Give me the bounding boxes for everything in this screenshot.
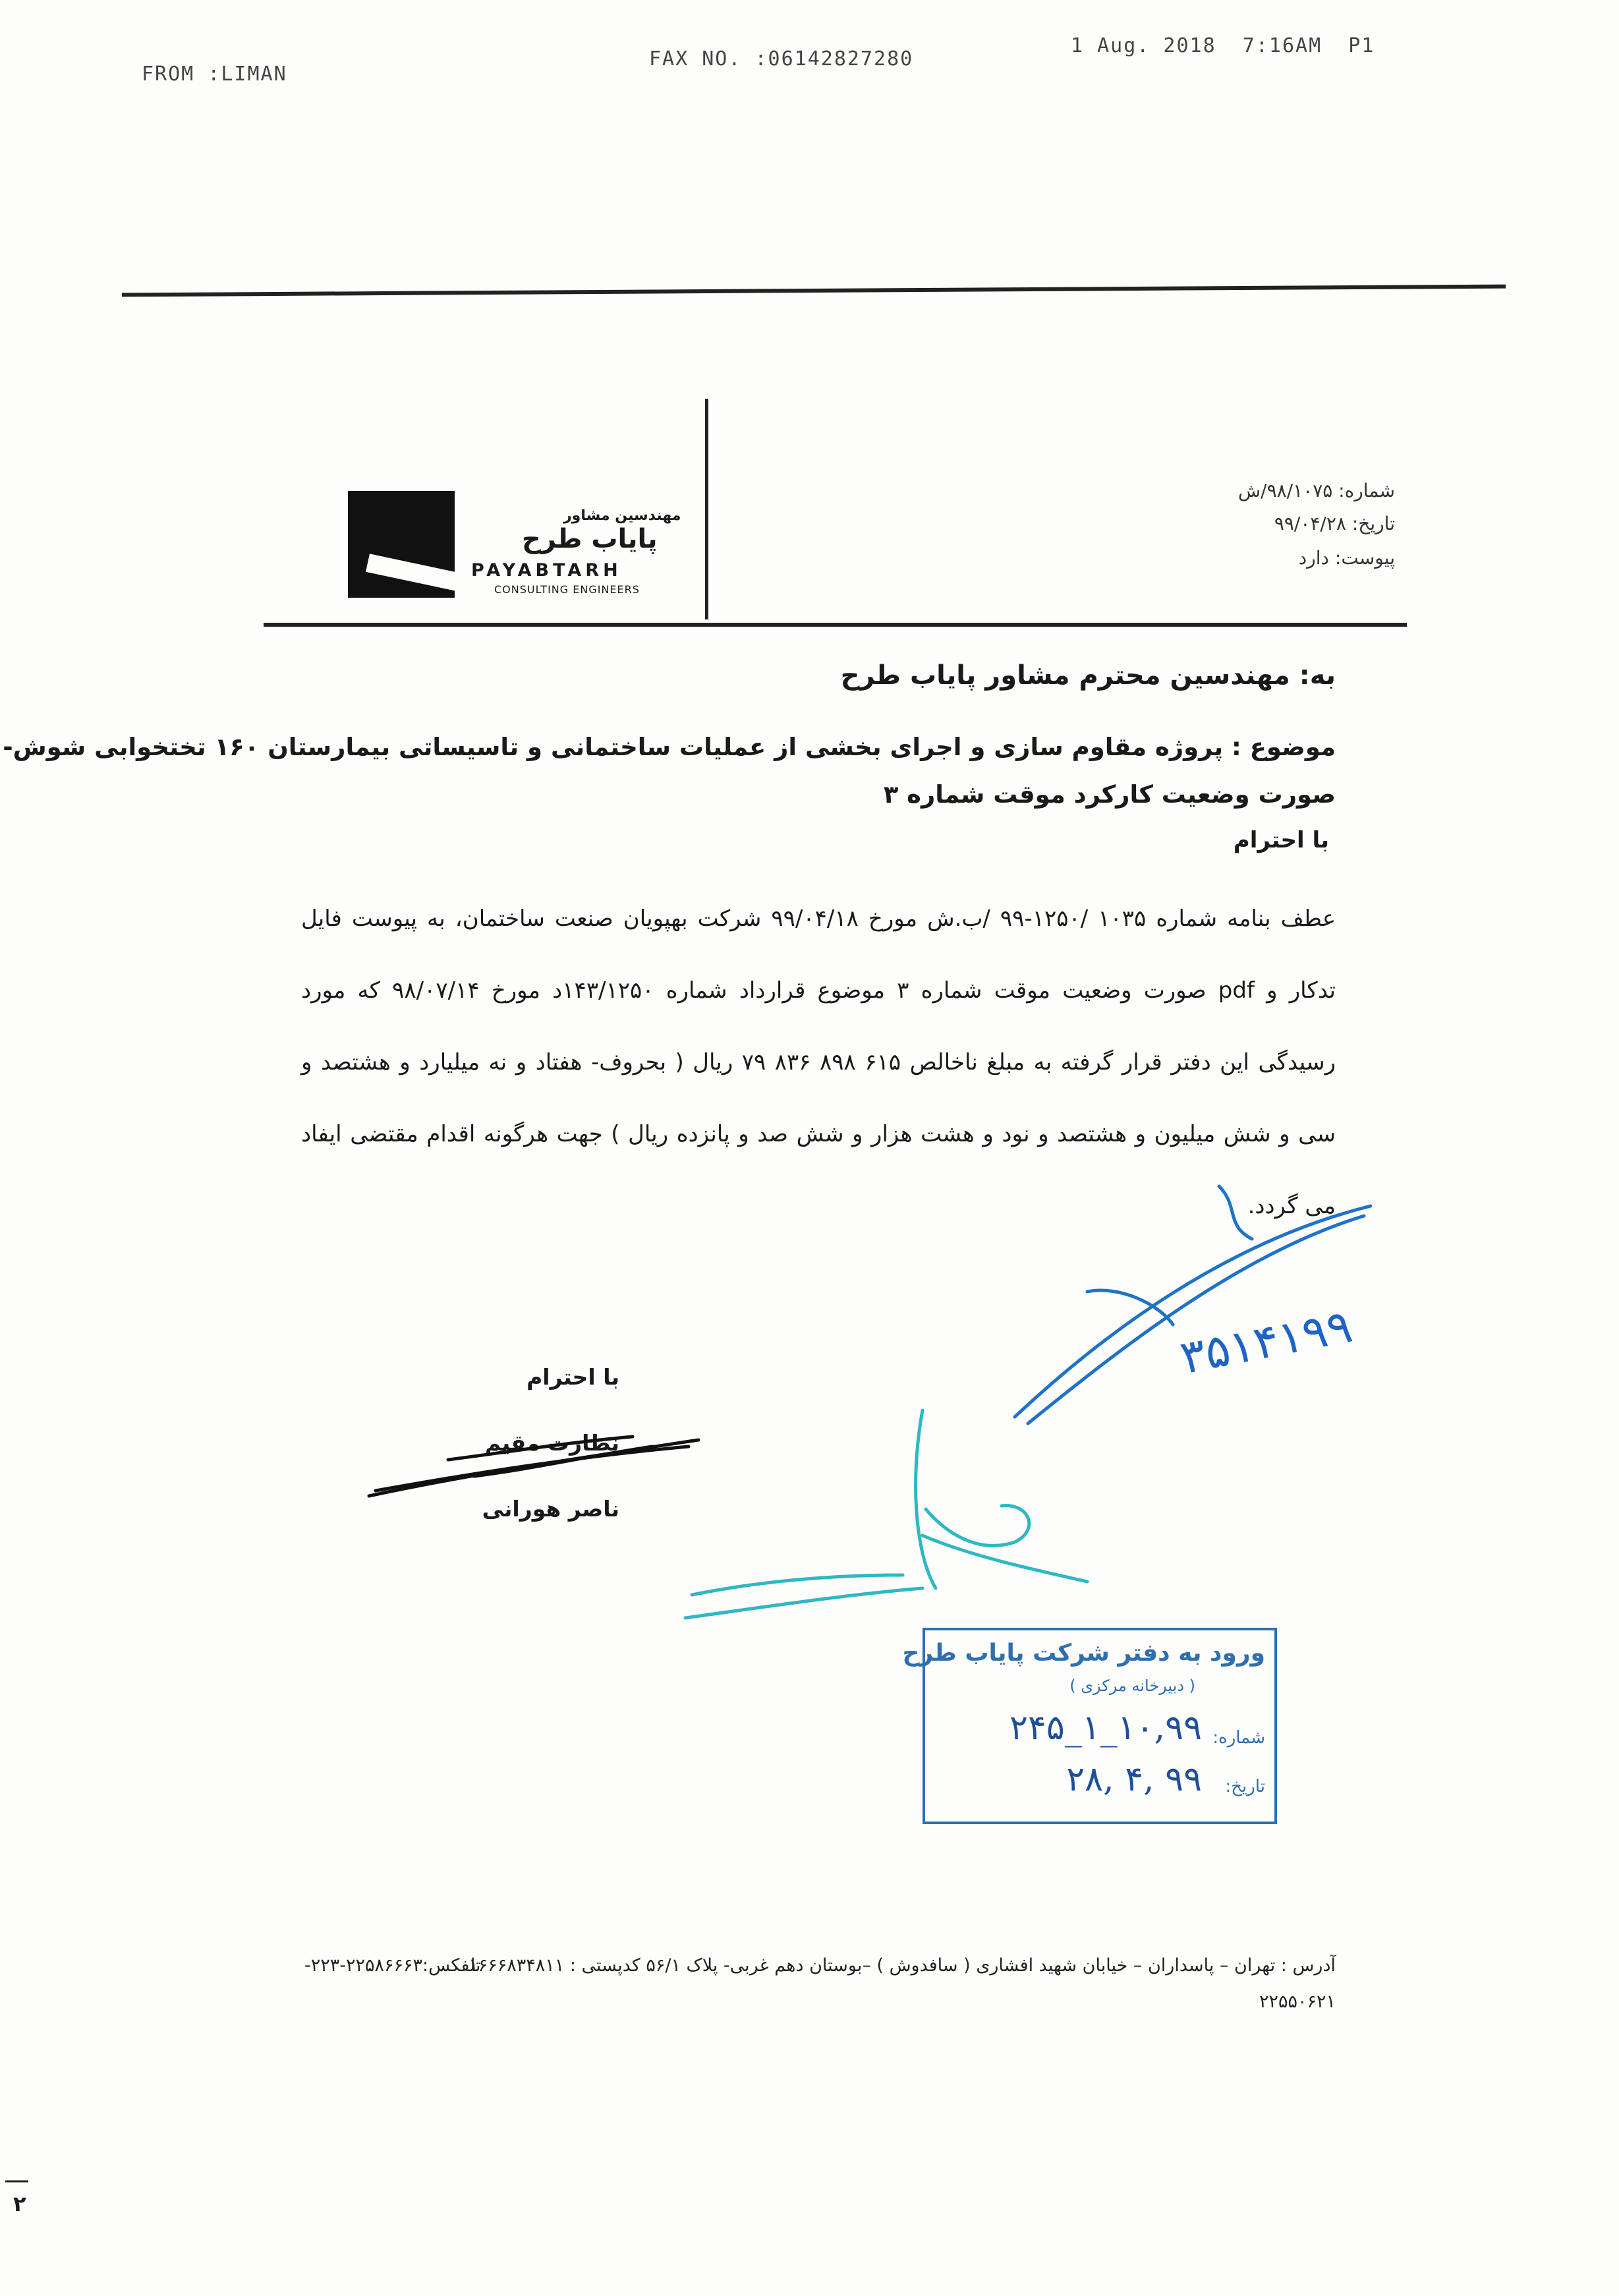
subject-line-1: موضوع : پروژه مقاوم سازی و اجرای بخشی از عملیات ساختمانی و تاسیساتی بیمارستان ۱۶۰ تختخوابی شوش-: [3, 733, 1336, 761]
closing: با احترام: [526, 1364, 619, 1390]
signer-name: ناصر هورانی: [482, 1496, 619, 1522]
stamp-number-value: ۱۰,۹۹_۱_۲۴۵: [1009, 1708, 1202, 1748]
letter-date: تاریخ: ۹۹/۰۴/۲۸: [1274, 513, 1395, 534]
page-marker: ۲: [13, 2191, 26, 2216]
stamp-date-value: ۹۹ ,۴ ,۲۸: [1066, 1760, 1202, 1799]
subject-line-2: صورت وضعیت کارکرد موقت شماره ۳: [883, 780, 1336, 809]
logo-latin-name: PAYABTARH: [471, 560, 622, 581]
stamp-subtitle: ( دبیرخانه مرکزی ): [1069, 1677, 1195, 1695]
receipt-stamp: [902, 1628, 1277, 1824]
teal-ink-paraph: [685, 1410, 1087, 1618]
stamp-number-label: شماره:: [1212, 1728, 1265, 1748]
signature-scribble: [369, 1437, 698, 1496]
fax-date-time: 1 Aug. 2018 7:16AM P1: [1071, 34, 1375, 57]
logo-persian-small: مهندسین مشاور: [563, 507, 681, 524]
letter-number: شماره: ۹۸/۱۰۷۵/ش: [1237, 480, 1395, 502]
logo-latin-sub: CONSULTING ENGINEERS: [494, 583, 640, 596]
letter-attachment: پیوست: دارد: [1298, 547, 1395, 569]
logo-persian-name: پایاب طرح: [522, 524, 658, 554]
fax-from: FROM :LIMAN: [142, 63, 287, 86]
letter-recipient: به: مهندسین محترم مشاور پایاب طرح: [840, 660, 1336, 691]
handwritten-note: ۳۵۱۴۱۹۹: [1176, 1298, 1357, 1385]
fax-number: FAX NO. :06142827280: [649, 47, 914, 71]
stamp-date-label: تاریخ:: [1225, 1777, 1265, 1796]
greeting: با احترام: [1233, 827, 1329, 853]
letter-body: عطف بنامه شماره ۱۰۳۵ /۱۲۵۰-۹۹ /ب.ش مورخ ۹۹/۰۴/۱۸ شرکت بهپویان صنعت ساختمان، به پیوست فایل تدکار و pdf صورت وضعیت موقت شماره ۳ موضوع قرارداد شماره ۱۴۳/۱۲۵۰د مورخ ۹۸/۰۷/۱۴ که مورد رسیدگی این دفتر قرار گرفته به مبلغ ناخالص ۶۱۵ ۸۹۸ ۸۳۶ ۷۹ ریال ( بحروف- هفتاد و نه میلیارد و هشتصد و سی و شش میلیون و هشتصد و نود و هشت هزار و شش صد و پانزده ریال ) جهت هرگونه اقدام مقتضی ایفاد می گردد.: [301, 905, 1336, 1219]
stamp-title: ورود به دفتر شرکت پایاب طرح: [902, 1640, 1265, 1667]
footer-address: آدرس : تهران – پاسداران – خیابان شهید افشاری ( سافدوش ) –بوستان دهم غربی- پلاک ۵۶/۱ کدپستی : ۱۶۶۶۸۳۴۸۱۱: [469, 1955, 1336, 1976]
signer-title: نظارت مقیم: [484, 1430, 619, 1456]
footer-telefax: تلفکس:۲۲۵۸۶۶۶۳-۲۲۳-: [304, 1955, 481, 1976]
footer-telefax-extra: ۲۲۵۵۰۶۲۱: [1259, 1992, 1336, 2012]
